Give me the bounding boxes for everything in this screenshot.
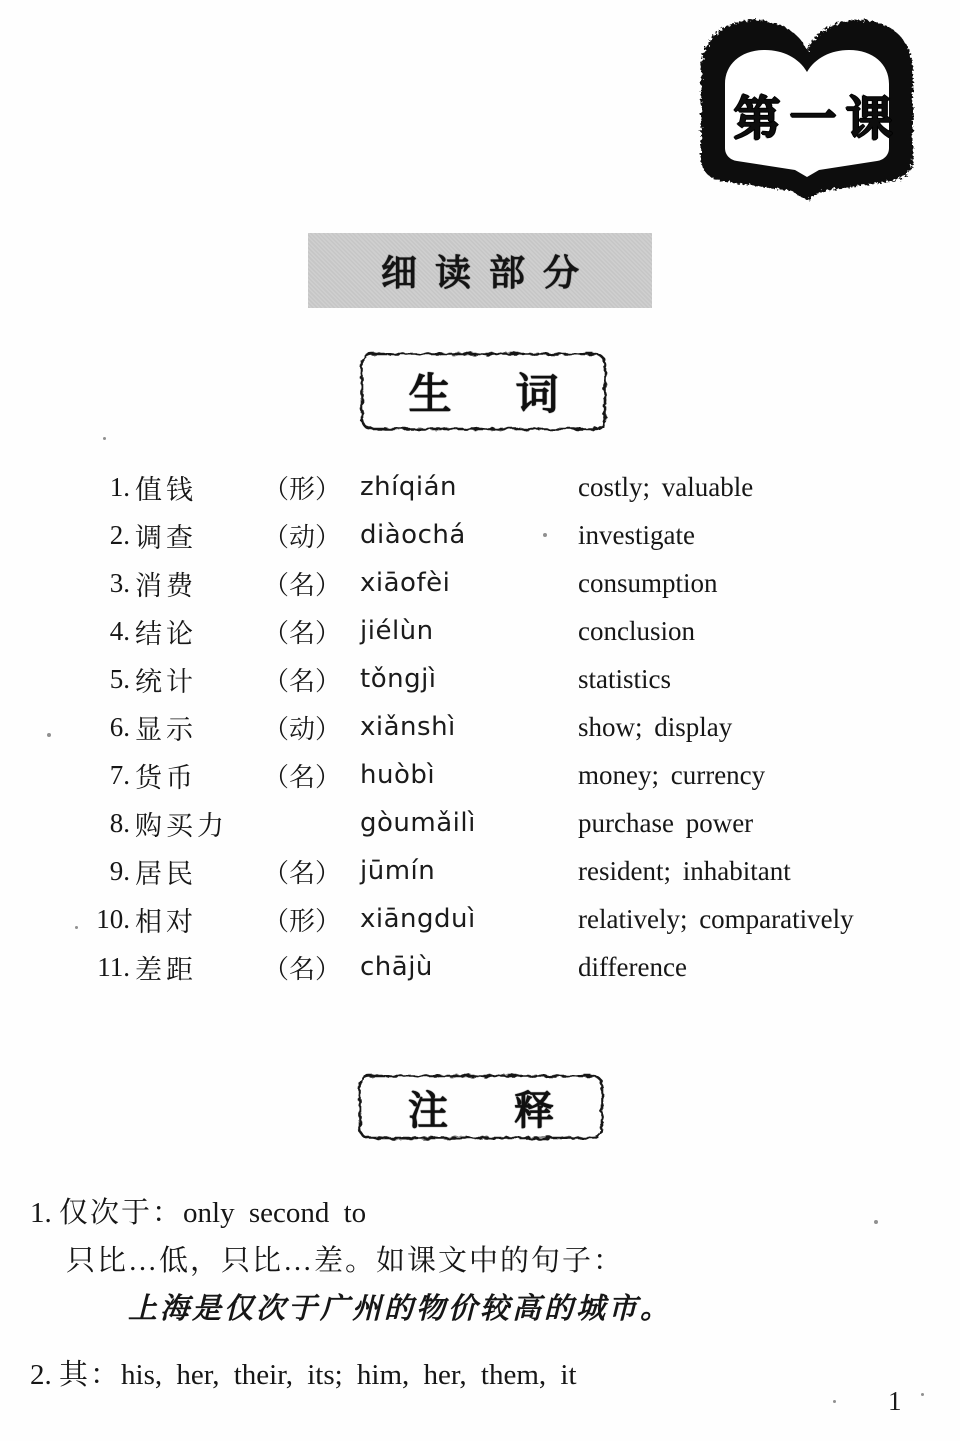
scan-artifact-dot <box>543 533 547 537</box>
vocab-english: consumption <box>578 567 718 598</box>
vocab-list <box>0 463 960 991</box>
vocab-word: 居民 <box>135 858 197 889</box>
vocab-number: 7. <box>109 759 130 790</box>
vocab-pos: （名） <box>263 954 342 984</box>
vocab-number: 4. <box>109 615 130 646</box>
vocab-english: investigate <box>578 519 695 550</box>
vocab-english: purchase power <box>578 807 754 838</box>
vocab-pos: （形） <box>263 474 342 504</box>
vocab-english: difference <box>578 951 687 982</box>
vocab-number: 2. <box>109 519 130 550</box>
vocab-number: 8. <box>109 807 130 838</box>
note-1-term: 仅次于： <box>59 1197 184 1229</box>
notes-title-label: 注释 <box>408 1088 620 1133</box>
vocab-row <box>0 559 960 607</box>
vocab-row <box>0 463 960 511</box>
vocab-number: 10. <box>96 903 130 934</box>
vocab-pos: （名） <box>263 618 342 648</box>
scan-artifact-dot <box>874 1220 878 1224</box>
vocab-number: 5. <box>109 663 130 694</box>
vocab-row <box>0 607 960 655</box>
vocab-word: 差距 <box>135 954 197 985</box>
note-1-number: 1. <box>30 1197 52 1229</box>
note-1-example-sentence: 上海是仅次于广州的物价较高的城市。 <box>128 1293 673 1325</box>
lesson-title: 第一课 <box>733 92 902 145</box>
vocab-pinyin: gòumǎilì <box>360 808 476 838</box>
vocab-word: 消费 <box>135 570 197 601</box>
note-2-number: 2. <box>30 1359 52 1391</box>
vocab-title-label: 生词 <box>408 371 623 419</box>
vocab-row <box>0 799 960 847</box>
vocab-row <box>0 751 960 799</box>
note-1-line-1 <box>30 1190 366 1231</box>
vocab-row <box>0 943 960 991</box>
vocab-pos: （动） <box>263 522 342 552</box>
note-1-english: only second to <box>183 1197 367 1229</box>
vocab-english: costly; valuable <box>578 471 754 502</box>
vocab-pos: （名） <box>263 858 342 888</box>
vocab-pinyin: chājù <box>360 952 433 982</box>
vocab-word: 调查 <box>135 522 197 553</box>
vocab-pinyin: tǒngjì <box>360 664 437 694</box>
vocab-pinyin: xiāngduì <box>360 904 476 934</box>
vocab-word: 值钱 <box>135 474 197 505</box>
vocab-word: 相对 <box>135 906 197 937</box>
vocab-english: resident; inhabitant <box>578 855 791 886</box>
vocab-word: 结论 <box>135 618 197 649</box>
vocab-pos: （名） <box>263 762 342 792</box>
lesson-badge <box>686 10 928 202</box>
vocab-english: statistics <box>578 663 671 694</box>
vocab-pinyin: xiāofèi <box>360 568 451 598</box>
page-number: 1 <box>888 1386 902 1416</box>
vocab-number: 3. <box>109 567 130 598</box>
vocab-english: conclusion <box>578 615 695 646</box>
section-banner <box>308 233 652 308</box>
vocab-word: 统计 <box>135 666 197 697</box>
scan-artifact-dot <box>921 1393 924 1396</box>
vocab-word: 购买力 <box>135 810 228 841</box>
vocab-pos: （动） <box>263 714 342 744</box>
vocab-number: 11. <box>97 951 130 982</box>
vocab-pinyin: jiélùn <box>360 616 434 646</box>
vocab-row <box>0 655 960 703</box>
vocab-pinyin: diàochá <box>360 520 466 550</box>
scan-artifact-dot <box>75 926 78 929</box>
vocab-english: relatively; comparatively <box>578 903 854 934</box>
vocab-title-box <box>357 349 623 434</box>
vocab-pinyin: jūmín <box>360 856 436 886</box>
vocab-number: 9. <box>109 855 130 886</box>
vocab-word: 显示 <box>135 714 197 745</box>
vocab-pos: （名） <box>263 666 342 696</box>
note-2-term: 其： <box>59 1359 122 1391</box>
notes-title-box <box>355 1071 620 1143</box>
scan-artifact-dot <box>103 437 106 440</box>
vocab-row <box>0 511 960 559</box>
vocab-row <box>0 703 960 751</box>
vocab-pinyin: xiǎnshì <box>360 712 456 742</box>
vocab-english: show; display <box>578 711 733 742</box>
vocab-number: 1. <box>109 471 130 502</box>
vocab-pos: （名） <box>263 570 342 600</box>
note-2-content: his, her, their, its; him, her, them, it <box>121 1359 577 1391</box>
note-2-line-1 <box>30 1352 577 1393</box>
section-banner-label: 细读部分 <box>380 252 597 293</box>
vocab-english: money; currency <box>578 759 766 790</box>
vocab-pinyin: huòbì <box>360 760 436 790</box>
vocab-row <box>0 847 960 895</box>
vocab-pos: （形） <box>263 906 342 936</box>
scan-artifact-dot <box>833 1400 836 1403</box>
vocab-pinyin: zhíqián <box>360 472 457 502</box>
vocab-word: 货币 <box>135 762 197 793</box>
note-1-line-2: 只比…低，只比…差。如课文中的句子： <box>66 1245 625 1277</box>
vocab-row <box>0 895 960 943</box>
vocab-number: 6. <box>109 711 130 742</box>
scan-artifact-dot <box>47 733 51 737</box>
